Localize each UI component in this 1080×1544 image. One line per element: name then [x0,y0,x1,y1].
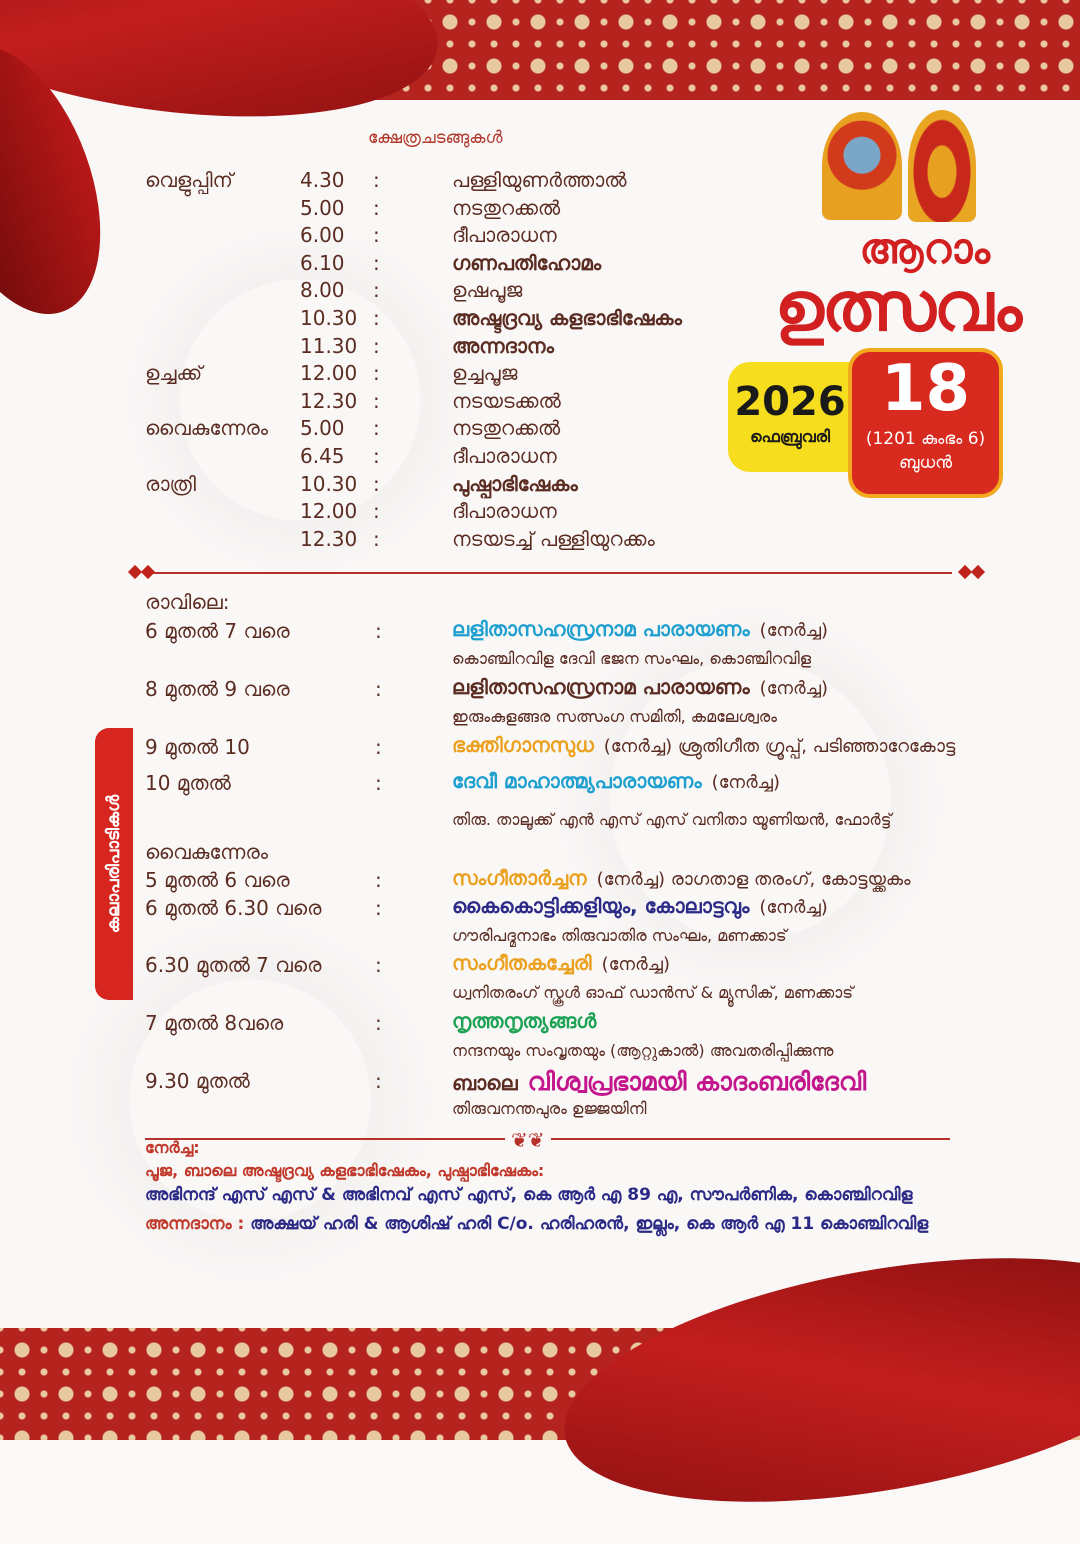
program-title: നൃത്തനൃത്യങ്ങൾ [452,1009,597,1033]
ritual-event: നടതുറക്കൽ [452,195,561,220]
temple-rituals-heading: ക്ഷേത്രചടങ്ങുകൾ [368,128,503,148]
ritual-colon: : [373,306,380,330]
program-suffix: (നേർച്ച) ശ്രുതിഗീത ഗ്രൂപ്പ്, പടിഞ്ഞാറേകോട്ട [603,736,956,757]
program-line [452,894,828,918]
program-suffix: (നേർച്ച) [711,772,780,793]
program-time: 7 മുതൽ 8വരെ [145,1011,284,1035]
section-divider [148,572,952,574]
ritual-time: 6.00 [300,223,345,248]
program-colon: : [375,953,382,977]
program-line [452,617,828,641]
program-line [452,769,780,793]
ritual-time: 5.00 [300,416,345,441]
program-suffix: (നേർച്ച) [759,620,829,641]
ritual-event: നടതുറക്കൽ [452,416,561,441]
deity-image-right [908,110,976,222]
deity-image-left [822,112,902,220]
morning-label: രാവിലെ: [145,590,230,614]
ritual-time: 10.30 [300,471,358,496]
ornament-icon: ❦❦ [505,1128,551,1152]
program-time: 9 മുതൽ 10 [145,735,250,759]
ritual-event: ഉഷപൂജ [452,278,523,303]
program-title: വിശ്വപ്രഭാമയി കാദംബരിദേവി [527,1067,867,1096]
program-suffix: (നേർച്ച) [601,954,670,975]
program-title: സംഗീതാർച്ചന [452,866,587,890]
program-performer: തിരു. താലൂക്ക് എൻ എസ് എസ് വനിതാ യൂണിയൻ, ഫോർട്ട് [452,810,892,829]
day: 18 [880,352,971,426]
ritual-event: ദീപാരാധന [452,223,557,248]
program-colon: : [375,868,382,892]
poster-title-line2: ഉത്സവം [774,268,1020,347]
ritual-event: ദീപാരാധന [452,499,557,524]
ritual-time: 4.30 [300,168,345,192]
program-line [452,951,670,975]
year: 2026 [734,379,846,425]
ritual-time: 12.30 [300,526,358,551]
annadanam-line [145,1214,928,1234]
program-colon: : [375,771,382,795]
program-suffix: (നേർച്ച) [759,678,829,699]
ritual-colon: : [373,526,380,551]
ritual-colon: : [373,195,380,220]
annadanam-label: അന്നദാനം : [145,1214,245,1234]
program-time: 6 മുതൽ 7 വരെ [145,619,290,643]
ritual-time: 5.00 [300,195,345,220]
program-time: 6 മുതൽ 6.30 വരെ [145,896,322,920]
ritual-event: അഷ്ടദ്രവ്യ കളഭാഭിഷേകം [452,306,682,330]
program-performer: നന്ദനയും സംവൃതയും (ആറ്റുകാൽ) അവതരിപ്പിക്കുന്നു [452,1041,834,1060]
ritual-colon: : [373,471,380,496]
program-line [452,1009,596,1033]
ritual-colon: : [373,499,380,524]
offerings-line1: പൂജ, ബാലെ അഷ്ടദ്രവ്യ കളഭാഭിഷേകം, പുഷ്പാഭിഷേകം: [145,1161,545,1180]
month: ഫെബ്രുവരി [750,427,830,446]
program-colon: : [375,735,382,759]
top-pattern-band [340,0,1080,100]
ritual-colon: : [373,168,380,192]
ritual-period: രാത്രി [145,471,196,496]
program-performer: തിരുവനന്തപുരം ഉജ്ജയിനി [452,1099,647,1118]
ritual-colon: : [373,333,380,358]
programs-side-label [95,728,133,1000]
ritual-colon: : [373,416,380,441]
ritual-time: 11.30 [300,333,358,358]
ritual-colon: : [373,278,380,303]
ritual-colon: : [373,361,380,386]
ritual-colon: : [373,223,380,248]
program-time: 9.30 മുതൽ [145,1069,250,1093]
ritual-colon: : [373,250,380,275]
program-title: കൈകൊട്ടിക്കളിയും, കോലാട്ടവും [452,894,750,918]
ritual-time: 12.00 [300,499,358,524]
ritual-event: ഉച്ചപൂജ [452,361,518,386]
ritual-event: നടയടക്കൽ [452,388,561,413]
ritual-time: 6.45 [300,444,345,468]
poster-title-line1: ആറാം [859,224,990,273]
ritual-event: ദീപാരാധന [452,444,557,468]
program-time: 5 മുതൽ 6 വരെ [145,868,290,892]
program-performer: കൊഞ്ചിറവിള ദേവി ഭജന സംഘം, കൊഞ്ചിറവിള [452,649,812,668]
ritual-period: ഉച്ചക്ക് [145,361,203,386]
program-suffix: (നേർച്ച) [759,897,828,918]
offerings-line2: അഭിനന്ദ് എസ് എസ് & അഭിനവ് എസ് എസ്, കെ ആർ എ 89 എ, സൗപർണിക, കൊഞ്ചിറവിള [145,1185,913,1205]
program-time: 8 മുതൽ 9 വരെ [145,677,290,701]
program-suffix: (നേർച്ച) രാഗതാള തരംഗ്, കോട്ടയ്ക്കകം [596,869,911,890]
ritual-event: അന്നദാനം [452,333,554,358]
evening-label: വൈകുന്നേരം [145,840,269,864]
program-title: ലളിതാസഹസ്രനാമ പാരായണം [452,675,750,699]
annadanam-text: അക്ഷയ് ഹരി & ആശിഷ് ഹരി C/o. ഹരിഹരൻ, ഇല്ലം, കെ ആർ എ 11 കൊഞ്ചിറവിള [250,1214,929,1234]
program-title: ഭക്തിഗാനസുധ [452,733,594,757]
programs-side-label-text: കലാപരിപാടികൾ [104,794,124,934]
program-colon: : [375,1069,382,1093]
day-box [848,348,1003,498]
program-line [452,675,828,699]
program-colon: : [375,619,382,643]
ritual-colon: : [373,388,380,413]
program-time: 6.30 മുതൽ 7 വരെ [145,953,322,977]
year-box [728,362,852,472]
weekday: ബുധൻ [898,453,953,473]
program-performer: ഗൗരിപദ്മനാഭം തിരുവാതിര സംഘം, മണക്കാട് [452,926,787,945]
malayalam-date: (1201 കുംഭം 6) [865,429,986,449]
program-performer: ഇരുംകുളങ്ങര സത്സംഗ സമിതി, കമലേശ്വരം [452,707,777,726]
program-title: ദേവീ മാഹാത്മ്യപാരായണം [452,769,702,793]
ritual-colon: : [373,444,380,468]
ritual-time: 12.30 [300,388,358,413]
ritual-time: 8.00 [300,278,345,303]
program-colon: : [375,1011,382,1035]
ritual-time: 12.00 [300,361,358,386]
program-title: സംഗീതകച്ചേരി [452,951,592,975]
ritual-period: വെളുപ്പിന് [145,168,233,192]
program-prefix: ബാലെ [452,1071,518,1095]
program-line [452,1067,866,1097]
ritual-event: പള്ളിയുണർത്താൽ [452,168,627,192]
ritual-event: പുഷ്പാഭിഷേകം [452,471,578,496]
program-colon: : [375,896,382,920]
program-line [452,733,955,757]
ritual-time: 6.10 [300,250,345,275]
ritual-period: വൈകുന്നേരം [145,416,269,441]
program-colon: : [375,677,382,701]
program-line [452,866,911,890]
ritual-event: നടയടച്ച് പള്ളിയുറക്കം [452,526,655,551]
offerings-heading: നേർച്ച: [145,1138,200,1157]
program-performer: ധ്വനിതരംഗ് സ്കൂൾ ഓഫ് ഡാൻസ് & മ്യൂസിക്, മണക്കാട് [452,983,854,1002]
program-time: 10 മുതൽ [145,771,231,795]
program-title: ലളിതാസഹസ്രനാമ പാരായണം [452,617,750,641]
ritual-time: 10.30 [300,306,358,330]
ritual-event: ഗണപതിഹോമം [452,250,602,275]
